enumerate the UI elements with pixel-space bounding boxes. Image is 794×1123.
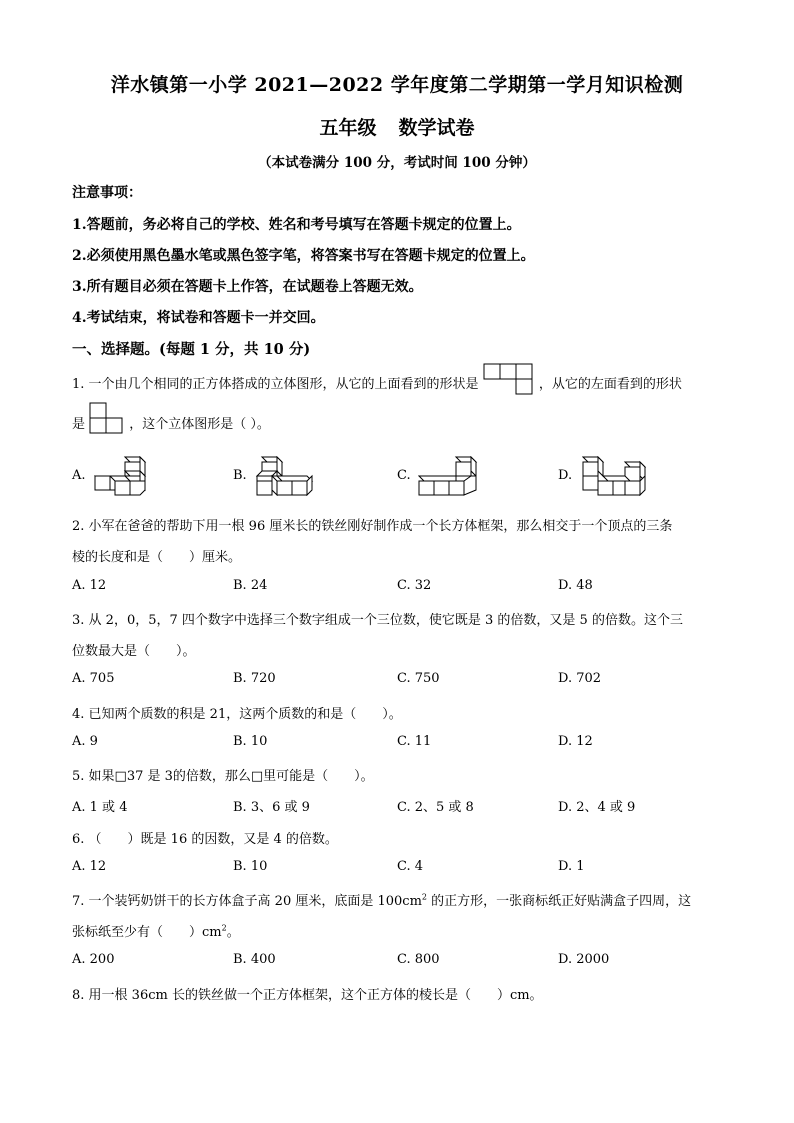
question-1-line-2 xyxy=(72,413,270,434)
option-c[interactable]: C. 4 xyxy=(397,859,424,874)
option-b[interactable]: B. 3、6 或 9 xyxy=(233,800,310,815)
question-1-text-a: 1. 一个由几个相同的正方体搭成的立体图形，从它的上面看到的形状是 xyxy=(72,377,479,392)
option-a[interactable]: A. 705 xyxy=(72,671,115,686)
question-2-options xyxy=(72,578,732,598)
option-d[interactable]: D. 48 xyxy=(558,578,593,593)
question-4-line-1: 4. 已知两个质数的积是 21，这两个质数的和是（ ）。 xyxy=(72,707,402,722)
question-3-line-2: 位数最大是（ ）。 xyxy=(72,644,196,659)
question-3-options xyxy=(72,671,732,691)
section-heading: 一、选择题。(每题 1 分，共 10 分) xyxy=(72,341,311,358)
option-a[interactable]: A. 12 xyxy=(72,578,107,593)
notice-heading: 注意事项： xyxy=(72,185,142,201)
option-a[interactable]: A. 1 或 4 xyxy=(72,800,128,815)
cube-stack-b xyxy=(256,456,316,496)
question-4-options xyxy=(72,734,732,754)
notice-item-3: 3.所有题目必须在答题卡上作答，在试题卷上答题无效。 xyxy=(72,279,423,295)
question-5-options xyxy=(72,796,732,816)
option-d[interactable]: D. 1 xyxy=(558,859,585,874)
subject-label: 数学试卷 xyxy=(398,117,475,139)
question-2-line-2: 棱的长度和是（ ）厘米。 xyxy=(72,550,242,565)
option-c[interactable]: C. 2、5 或 8 xyxy=(397,800,474,815)
question-7-text-c: 张标纸至少有（ ） xyxy=(72,925,203,940)
question-1-text-b: ，从它的左面看到的形状 xyxy=(538,377,682,392)
question-1-line-1 xyxy=(72,373,682,395)
question-5-line-1: 5. 如果□37 是 3的倍数，那么□里可能是（ ）。 xyxy=(72,769,374,784)
question-2-line-1: 2. 小军在爸爸的帮助下用一根 96 厘米长的铁丝刚好制作成一个长方体框架，那么相交于一个顶点的三条 xyxy=(72,519,673,534)
unit-exponent: 2 xyxy=(221,923,227,933)
option-b[interactable]: B. 24 xyxy=(233,578,268,593)
option-d[interactable]: D. xyxy=(558,468,573,483)
question-1-text-c: 是 xyxy=(72,417,86,432)
option-b[interactable]: B. 10 xyxy=(233,734,268,749)
question-7-text-d: 。 xyxy=(226,925,240,940)
exam-note: （本试卷满分 100 分，考试时间 100 分钟） xyxy=(258,155,536,171)
top-view-figure xyxy=(483,363,535,395)
question-3-line-1: 3. 从 2，0，5，7 四个数字中选择三个数字组成一个三位数，使它既是 3 的倍数，又是 5 的倍数。这个三 xyxy=(72,613,683,628)
cube-stack-c xyxy=(418,456,480,496)
option-a[interactable]: A. 200 xyxy=(72,952,115,967)
option-c[interactable]: C. 11 xyxy=(397,734,432,749)
option-c[interactable]: C. 750 xyxy=(397,671,440,686)
question-1-text-d: ，这个立体图形是（ ）。 xyxy=(129,417,270,432)
question-7-text-a: 7. 一个装钙奶饼干的长方体盒子高 20 厘米，底面是 100 xyxy=(72,894,403,909)
option-d[interactable]: D. 702 xyxy=(558,671,602,686)
option-a[interactable]: A. 12 xyxy=(72,859,107,874)
notice-item-2: 2.必须使用黑色墨水笔或黑色签字笔，将答案书写在答题卡规定的位置上。 xyxy=(72,248,535,264)
option-d[interactable]: D. 12 xyxy=(558,734,593,749)
question-7-line-2 xyxy=(72,921,240,940)
unit-cm: cm xyxy=(202,925,222,940)
notice-item-1: 1.答题前，务必将自己的学校、姓名和考号填写在答题卡规定的位置上。 xyxy=(72,217,521,233)
option-b[interactable]: B. 720 xyxy=(233,671,276,686)
option-b[interactable]: B. xyxy=(233,468,247,483)
option-a[interactable]: A. 9 xyxy=(72,734,98,749)
question-6-options xyxy=(72,859,732,879)
option-a[interactable]: A. xyxy=(72,468,86,483)
exam-subtitle xyxy=(0,113,794,140)
cube-stack-d xyxy=(582,456,646,496)
option-b[interactable]: B. 10 xyxy=(233,859,268,874)
question-7-options xyxy=(72,952,732,972)
option-b[interactable]: B. 400 xyxy=(233,952,276,967)
question-7-line-1 xyxy=(72,890,691,909)
cube-stack-a xyxy=(94,456,150,496)
question-6-line-1: 6. （ ）既是 16 的因数，又是 4 的倍数。 xyxy=(72,832,338,847)
option-c[interactable]: C. 32 xyxy=(397,578,432,593)
option-c[interactable]: C. xyxy=(397,468,411,483)
unit-cm: cm xyxy=(402,894,422,909)
exam-title: 洋水镇第一小学 2021—2022 学年度第二学期第一学月知识检测 xyxy=(110,74,684,96)
option-d[interactable]: D. 2、4 或 9 xyxy=(558,800,636,815)
grade-label: 五年级 xyxy=(319,117,377,139)
question-8-line-1: 8. 用一根 36cm 长的铁丝做一个正方体框架，这个正方体的棱长是（ ）cm。 xyxy=(72,988,543,1003)
question-7-text-b: 的正方形，一张商标纸正好贴满盒子四周，这 xyxy=(427,894,692,909)
left-view-figure xyxy=(89,402,125,434)
option-c[interactable]: C. 800 xyxy=(397,952,440,967)
notice-item-4: 4.考试结束，将试卷和答题卡一并交回。 xyxy=(72,310,325,326)
unit-exponent: 2 xyxy=(421,892,427,902)
option-d[interactable]: D. 2000 xyxy=(558,952,610,967)
